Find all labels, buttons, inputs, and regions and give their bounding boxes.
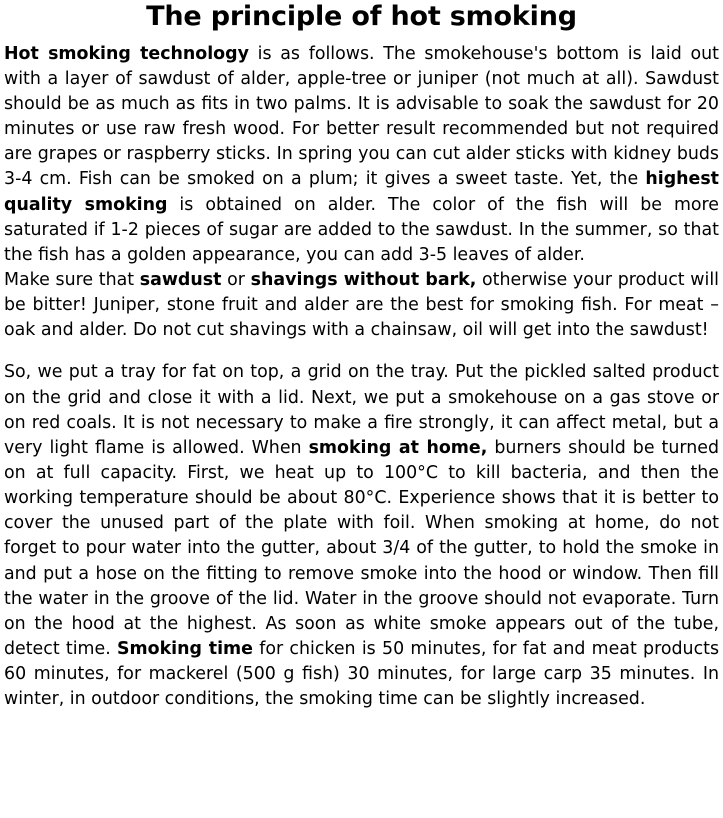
emphasis-text: Hot smoking technology [4, 43, 249, 64]
body-text: is as follows. The smokehouse's bottom is laid out with a layer of sawdust of alder, apple-tree or juniper (not much at all). Sawdust should be as much as fits in two palms. It is advisable to soak the sawdust for 20 minutes or use raw fresh wood. For better result recommended but not required are grapes or raspberry sticks. In spring you can cut alder sticks with kidney buds 3-4 cm. Fish can be smoked on a plum; it gives a sweet taste. Yet, the [4, 43, 719, 190]
body-text: for chicken is 50 minutes, for fat and meat products 60 minutes, for mackerel (500 g fish) 30 minutes, for large carp 35 minutes. In winter, in outdoor conditions, the smoking time can be slightly increased. [4, 638, 720, 710]
emphasis-text: highest quality smoking [4, 169, 719, 215]
body-text: So, we put a tray for fat on top, a grid on the tray. Put the pickled salted product on the grid and close it with a lid. Next, we put a smokehouse on a gas stove or on red coals. It is not necessary to make a fire strongly, it can affect metal, but a very light flame is allowed. When [4, 362, 719, 458]
paragraph [4, 42, 719, 268]
emphasis-text: sawdust [139, 269, 222, 290]
emphasis-text: shavings without bark, [250, 269, 477, 290]
emphasis-text: Smoking time [117, 638, 253, 659]
page-title: The principle of hot smoking [146, 1, 577, 32]
body-text: or [221, 269, 251, 290]
body-text: Make sure that [4, 269, 140, 290]
emphasis-text: smoking at home, [308, 437, 488, 458]
body-text: otherwise your product will be bitter! Juniper, stone fruit and alder are the best for smoking fish. For meat – oak and alder. Do not cut shavings with a chainsaw, oil will get into the sawdust! [4, 269, 719, 341]
paragraph [4, 360, 719, 712]
body-text: burners should be turned on at full capacity. First, we heat up to 100°C to kill bacteria, and then the working temperature should be about 80°C. Experience shows that it is better to cover the unused part of the plate with foil. When smoking at home, do not forget to pour water into the gutter, about 3/4 of the gutter, to hold the smoke in and put a hose on the fitting to remove smoke into the hood or window. Then fill the water in the groove of the lid. Water in the groove should not evaporate. Turn on the hood at the highest. As soon as white smoke appears out of the tube, detect time. [4, 437, 719, 659]
body-text: is obtained on alder. The color of the fish will be more saturated if 1-2 pieces of sugar are added to the sawdust. In the summer, so that the fish has a golden appearance, you can add 3-5 leaves of alder. [4, 194, 719, 265]
document-page [0, 2, 723, 818]
paragraph [4, 268, 719, 343]
document-body [4, 42, 719, 713]
